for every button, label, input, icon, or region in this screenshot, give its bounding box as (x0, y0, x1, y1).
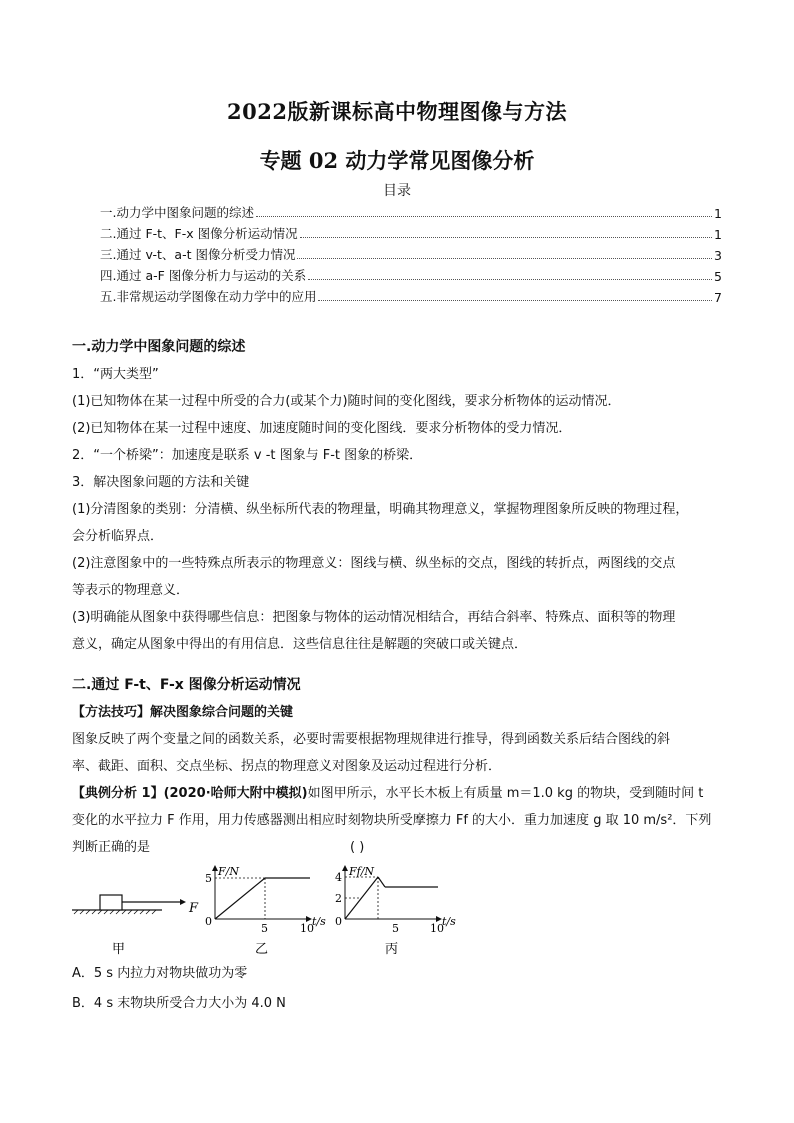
toc-item-page: 5 (714, 269, 722, 284)
answer-blank: ( ) (350, 840, 365, 855)
option-a[interactable]: A．5 s 内拉力对物块做功为零 (72, 966, 248, 981)
paragraph: (3)明确能从图象中获得哪些信息：把图象与物体的运动情况相结合，再结合斜率、特殊点、面积等的物理 (72, 610, 676, 625)
example-text: 如图甲所示，水平长木板上有质量 m＝1.0 kg 的物块，受到随时间 t (307, 786, 704, 801)
y-axis-label: F/N (218, 865, 239, 878)
tick-label: 4 (335, 871, 342, 884)
tick-label: 5 (205, 872, 212, 885)
y-axis-arrow (342, 865, 348, 871)
toc-leader-dots (297, 258, 712, 259)
example-line (72, 780, 732, 807)
tick-label: 2 (335, 892, 342, 905)
toc-leader-dots (256, 216, 712, 217)
paragraph: 会分析临界点． (72, 529, 164, 544)
toc-item-label: 二.通过 F-t、F-x 图像分析运动情况 (100, 226, 298, 241)
label-jia: 甲 (112, 942, 126, 957)
section-1 (72, 334, 732, 658)
tick-label: 0 (205, 915, 212, 928)
toc-item[interactable] (100, 242, 722, 263)
tick-label: 5 (392, 922, 399, 935)
tick-label: 10 (300, 922, 314, 935)
section-heading: 一.动力学中图象问题的综述 (72, 339, 246, 355)
y-axis-label: Ff/N (349, 865, 375, 878)
tick-label: 0 (335, 915, 342, 928)
figure (72, 865, 492, 965)
toc-item[interactable] (100, 200, 722, 221)
figure-yi (205, 865, 326, 957)
example-question-line (72, 834, 732, 861)
toc-item-label: 三.通过 v-t、a-t 图像分析受力情况 (100, 247, 296, 262)
figure-bing (335, 865, 456, 957)
paragraph: (1)分清图象的类别：分清横、纵坐标所代表的物理量，明确其物理意义，掌握物理图象所反映的物理过程， (72, 502, 689, 517)
paragraph: 3．解决图象问题的方法和关键 (72, 475, 250, 490)
toc-item-label: 一.动力学中图象问题的综述 (100, 205, 254, 220)
method-heading: 【方法技巧】解决图象综合问题的关键 (72, 705, 294, 720)
paragraph: 率、截距、面积、交点坐标、拐点的物理意义对图象及运动过程进行分析． (72, 759, 502, 774)
figure-jia (72, 895, 199, 957)
force-label: F (189, 901, 199, 916)
toc-item-label: 五.非常规运动学图像在动力学中的应用 (100, 289, 317, 304)
x-axis-label: t/s (442, 915, 456, 928)
paragraph: (1)已知物体在某一过程中所受的合力(或某个力)随时间的变化图线，要求分析物体的运动情况． (72, 394, 621, 409)
paragraph: 等表示的物理意义． (72, 583, 190, 598)
toc-item[interactable] (100, 284, 722, 305)
question-text: 判断正确的是 (72, 840, 151, 855)
table-of-contents (100, 200, 722, 305)
option-b[interactable]: B．4 s 末物块所受合力大小为 4.0 N (72, 996, 286, 1011)
paragraph: 图象反映了两个变量之间的函数关系，必要时需要根据物理规律进行推导，得到函数关系后结合图线的斜 (72, 732, 671, 747)
document-title: 2022版新课标高中物理图像与方法 (227, 99, 567, 124)
toc-item[interactable] (100, 221, 722, 242)
series-line-drop (378, 877, 385, 887)
paragraph: 2．“一个桥梁”：加速度是联系 v -t 图象与 F-t 图象的桥梁． (72, 448, 423, 463)
toc-leader-dots (308, 279, 712, 280)
block (100, 895, 122, 910)
toc-item-page: 3 (714, 248, 722, 263)
x-axis-label: t/s (312, 915, 326, 928)
paragraph: 1．“两大类型” (72, 367, 159, 382)
label-yi: 乙 (255, 942, 269, 957)
document-subtitle: 专题 02 动力学常见图像分析 (259, 148, 535, 173)
example-tag: 【典例分析 1】(2020·哈师大附中模拟) (72, 786, 308, 801)
tick-label: 10 (430, 922, 444, 935)
paragraph: (2)已知物体在某一过程中速度、加速度随时间的变化图线．要求分析物体的受力情况． (72, 421, 572, 436)
toc-leader-dots (318, 300, 712, 301)
toc-item-page: 7 (714, 290, 722, 305)
section-heading: 二.通过 F-t、F-x 图像分析运动情况 (72, 677, 301, 693)
tick-label: 5 (261, 922, 268, 935)
arrow-head (180, 899, 186, 905)
label-bing: 丙 (385, 942, 399, 957)
paragraph: 变化的水平拉力 F 作用，用力传感器测出相应时刻物块所受摩擦力 Ff 的大小．重力加速度 g 取 10 m/s²．下列 (72, 813, 712, 828)
paragraph: 意义，确定从图象中得出的有用信息．这些信息往往是解题的突破口或关键点． (72, 637, 528, 652)
toc-item-page: 1 (714, 227, 722, 242)
toc-item-page: 1 (714, 206, 722, 221)
section-2 (72, 672, 732, 861)
paragraph: (2)注意图象中的一些特殊点所表示的物理意义：图线与横、纵坐标的交点，图线的转折点，两图线的交点 (72, 556, 676, 571)
toc-item-label: 四.通过 a-F 图像分析力与运动的关系 (100, 268, 307, 283)
toc-leader-dots (300, 237, 712, 238)
series-line-rise (215, 878, 265, 919)
figure-svg (72, 865, 492, 965)
toc-heading: 目录 (383, 183, 411, 199)
toc-item[interactable] (100, 263, 722, 284)
